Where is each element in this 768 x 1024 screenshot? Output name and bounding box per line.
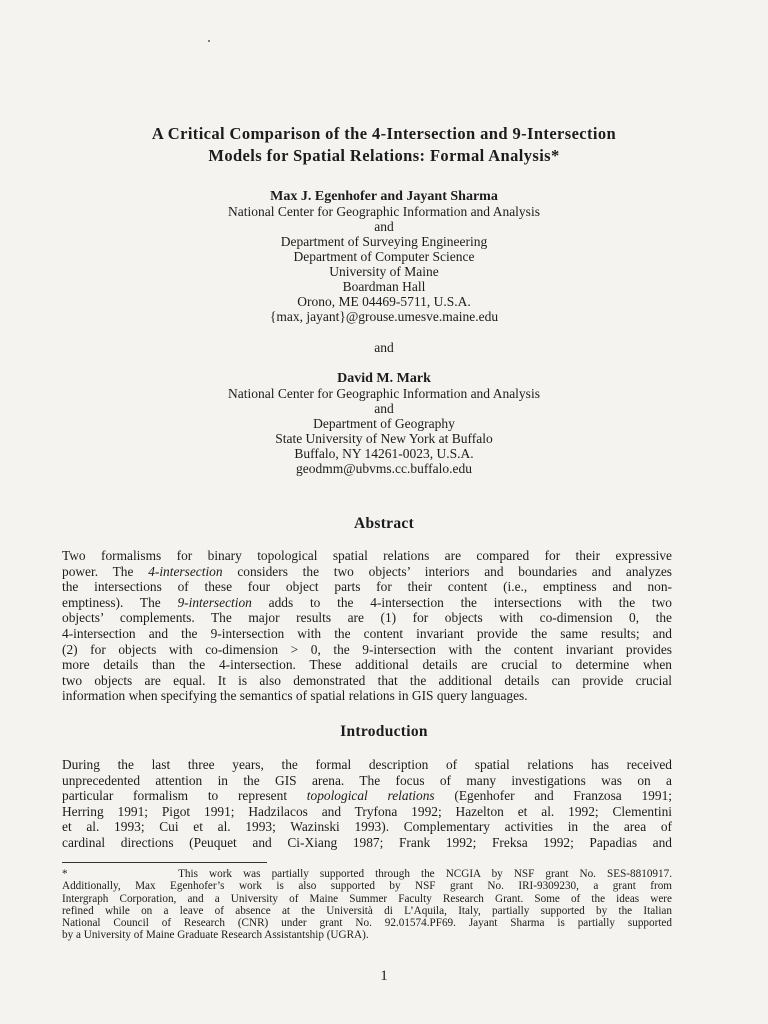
authors-secondary: David M. Mark [337, 371, 431, 386]
intro-line: During the last three years, the formal description of spatial relations has received [62, 757, 672, 772]
abstract-line: emptiness). The 9-intersection adds to the 4-intersection the intersections with the two [62, 594, 672, 610]
intro-line: particular formalism to represent topological relations (Egenhofer and Franzosa 1991; [62, 788, 672, 804]
footnote-rule [62, 862, 267, 863]
abstract-heading: Abstract [353, 515, 415, 532]
affiliation-line: Buffalo, NY 14261-0023, U.S.A. [294, 446, 474, 461]
paper-title [0, 123, 768, 167]
affiliation-email: {max, jayant}@grouse.umesve.maine.edu [269, 309, 499, 324]
title-line-2: Models for Spatial Relations: Formal Analysis* [208, 146, 560, 165]
introduction-heading: Introduction [340, 723, 428, 740]
footnote-line: Intergraph Corporation, and a University of Maine Summer Faculty Research Grant. Some of the ideas were [62, 892, 672, 905]
intro-line: et al. 1993; Cui et al. 1993; Wazinski 1993). Complementary activities in the area of [62, 819, 672, 835]
affiliation-line: Department of Computer Science [293, 249, 475, 264]
affiliation-email: geodmm@ubvms.cc.buffalo.edu [295, 461, 473, 476]
affiliation-line: and [374, 401, 394, 416]
affiliation-line: and [374, 219, 394, 234]
affiliation-line: National Center for Geographic Information and Analysis [228, 386, 540, 401]
page-number: 1 [380, 968, 388, 984]
affiliation-line: Department of Surveying Engineering [280, 234, 488, 249]
intro-line: cardinal directions (Peuquet and Ci-Xiang 1987; Frank 1992; Freksa 1992; Papadias and [62, 834, 672, 850]
abstract-line: information when specifying the semantics of spatial relations in GIS query languages. [62, 688, 528, 704]
affiliation-line: National Center for Geographic Information and Analysis [228, 204, 540, 219]
footnote-line: National Council of Research (CNR) under grant No. 92.01574.PF69. Jayant Sharma is partially supported [62, 917, 672, 930]
footnote [62, 868, 672, 942]
footnote-line: by a University of Maine Graduate Research Assistantship (UGRA). [62, 929, 369, 942]
affiliation-secondary [0, 386, 768, 476]
affiliation-line: State University of New York at Buffalo [275, 431, 493, 446]
affiliation-primary [0, 204, 768, 324]
intro-line: Herring 1991; Pigot 1991; Hadzilacos and Tryfona 1992; Hazelton et al. 1992; Clementini [62, 803, 672, 819]
affiliation-line: Department of Geography [313, 416, 455, 431]
scan-speck [208, 40, 210, 42]
abstract-line: power. The 4-intersection considers the two objects’ interiors and boundaries and analyzes [62, 563, 672, 579]
abstract-line: 4-intersection and the 9-intersection with the content invariant provide the same results; and [62, 625, 672, 641]
abstract-line: two objects are equal. It is also demonstrated that the additional details can provide crucial [62, 672, 672, 688]
footnote-line: Additionally, Max Egenhofer’s work is also supported by NSF grant No. IRI-9309230, a grant from [62, 880, 672, 893]
title-line-1: A Critical Comparison of the 4-Intersection and 9-Intersection [151, 124, 617, 143]
affiliation-line: Orono, ME 04469-5711, U.S.A. [297, 294, 471, 309]
and-separator: and [374, 340, 394, 355]
abstract-line: more details than the 4-intersection. These additional details are crucial to determine when [62, 657, 672, 673]
affiliation-line: University of Maine [329, 264, 439, 279]
footnote-line: refined while on a leave of absence at the Università di L’Aquila, Italy, partially supported by the Italian [62, 904, 672, 917]
abstract-body [62, 548, 672, 704]
abstract-line: objects’ complements. The major results are (1) for objects with co-dimension 0, the [62, 610, 672, 626]
authors-primary: Max J. Egenhofer and Jayant Sharma [270, 189, 498, 204]
abstract-line: the intersections of these four object parts for their content (i.e., emptiness and non- [62, 579, 672, 595]
abstract-line: Two formalisms for binary topological spatial relations are compared for their expressive [62, 548, 672, 563]
affiliation-line: Boardman Hall [342, 279, 426, 294]
intro-line: unprecedented attention in the GIS arena. The focus of many investigations was on a [62, 772, 672, 788]
abstract-line: (2) for objects with co-dimension > 0, the 9-intersection with the content invariant provides [62, 641, 672, 657]
footnote-line: * This work was partially supported through the NCGIA by NSF grant No. SES-8810917. [62, 868, 672, 880]
introduction-body [62, 757, 672, 851]
